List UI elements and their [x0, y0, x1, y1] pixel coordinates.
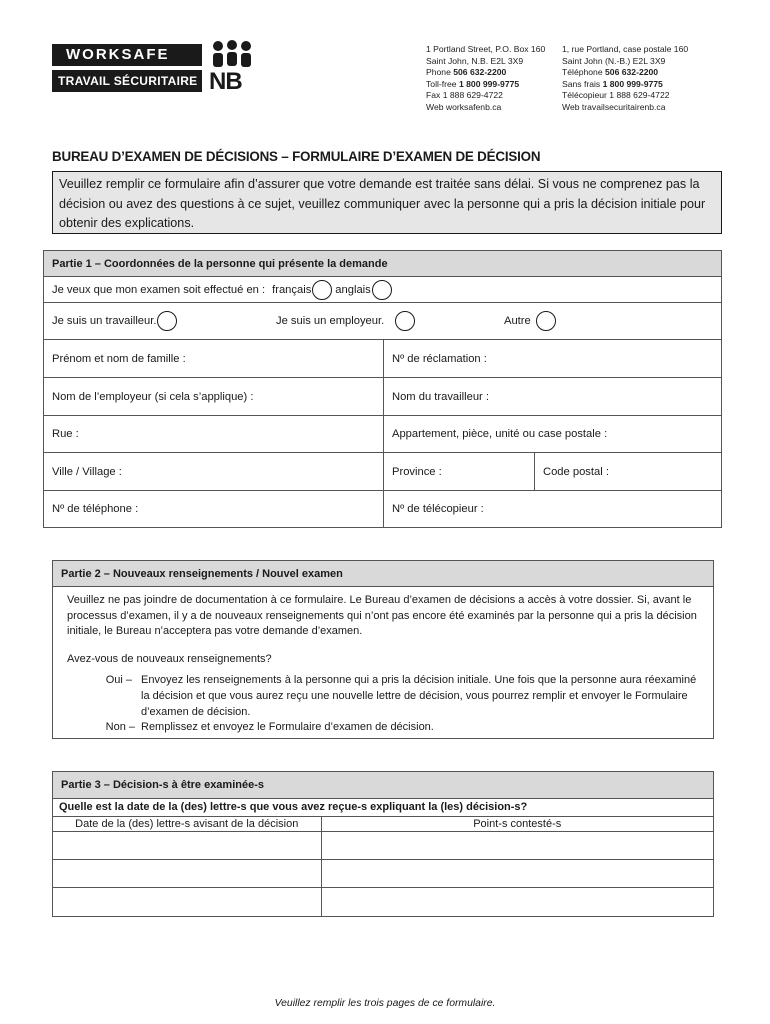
option-non-text: Remplissez et envoyez le Formulaire d’examen de décision. [141, 721, 434, 734]
address-english [426, 44, 545, 114]
part2-question: Avez-vous de nouveaux renseignements? [67, 652, 272, 665]
part1-header: Partie 1 – Coordonnées de la personne qui présente la demande [44, 251, 721, 277]
full-name-field[interactable] [44, 340, 383, 377]
option-non [89, 720, 701, 736]
phone-row [44, 491, 721, 527]
address-en-web: Web worksafenb.ca [426, 101, 502, 112]
role-row [44, 303, 721, 340]
province-field[interactable] [383, 453, 534, 490]
role-employer-radio[interactable] [395, 311, 415, 331]
role-employer-label: Je suis un employeur. [276, 315, 385, 327]
postal-code-field[interactable] [534, 453, 721, 490]
page-title: BUREAU D’EXAMEN DE DÉCISIONS – FORMULAIRE D’EXAMEN DE DÉCISION [52, 149, 541, 164]
claim-number-label: Nº de réclamation : [392, 352, 487, 365]
option-oui [97, 673, 701, 720]
role-other-radio[interactable] [536, 311, 556, 331]
street-field[interactable] [44, 416, 383, 452]
phone-field[interactable] [44, 491, 383, 527]
worksafe-logo [52, 40, 258, 96]
address-en-line2: Saint John, N.B. E2L 3X9 [426, 55, 524, 66]
table-row [53, 888, 713, 916]
street-label: Rue : [52, 428, 79, 440]
address-fr-web: Web travailsecuritairenb.ca [562, 101, 666, 112]
part2-instructions: Veuillez ne pas joindre de documentation à ce formulaire. Le Bureau d’examen de décisions a accès à votre dossier. Si, avant le processus d’examen, il y a de nouveaux renseignements qui n’ont pas encore été examinés par la personne qui a pris la décision initiale, le Bureau n’acceptera pas votre demande d’examen. [67, 594, 697, 638]
decision-date-cell[interactable] [53, 860, 321, 888]
city-label: Ville / Village : [52, 465, 122, 478]
contested-points-column-header: Point-s contesté-s [321, 817, 713, 832]
part3-header: Partie 3 – Décision-s à être examinée-s [53, 772, 713, 799]
lang-fr-label: français [272, 283, 312, 296]
phone-label: Nº de téléphone : [52, 503, 139, 515]
decision-date-cell[interactable] [53, 832, 321, 860]
option-non-label: Non – [105, 721, 135, 734]
city-row [44, 453, 721, 491]
role-worker-radio[interactable] [157, 311, 177, 331]
role-other-label: Autre [504, 315, 531, 327]
name-row [44, 340, 721, 378]
logo-nb-text: NB [209, 68, 242, 95]
street-row [44, 416, 721, 453]
employer-name-label: Nom de l’employeur (si cela s’applique) : [52, 390, 254, 403]
decision-date-cell[interactable] [53, 888, 321, 916]
contested-points-cell[interactable] [321, 832, 713, 860]
part3-section [52, 771, 714, 917]
apartment-field[interactable] [383, 416, 721, 452]
table-row [53, 832, 713, 860]
address-fr-line1: 1, rue Portland, case postale 160 [562, 44, 689, 54]
decision-table [53, 816, 713, 916]
worker-name-field[interactable] [383, 378, 721, 415]
address-french [562, 44, 688, 114]
part2-header: Partie 2 – Nouveaux renseignements / Nouvel examen [53, 561, 713, 587]
address-fr-tollfree: Sans frais 1 800 999-9775 [562, 78, 663, 89]
role-worker-label: Je suis un travailleur. [52, 315, 157, 327]
address-en-phone: Phone 506 632-2200 [426, 67, 507, 78]
employer-row [44, 378, 721, 416]
contested-points-cell[interactable] [321, 888, 713, 916]
address-en-line1: 1 Portland Street, P.O. Box 160 [426, 44, 546, 54]
claim-number-field[interactable] [383, 340, 721, 377]
address-fr-line2: Saint John (N.-B.) E2L 3X9 [562, 55, 666, 66]
language-prompt: Je veux que mon examen soit effectué en : [52, 283, 266, 296]
address-en-fax: Fax 1 888 629-4722 [426, 90, 503, 101]
fax-label: Nº de télécopieur : [392, 503, 484, 515]
lang-fr-radio[interactable] [312, 280, 332, 300]
page-footer: Veuillez remplir les trois pages de ce formulaire. [274, 998, 496, 1009]
option-oui-label: Oui – [105, 674, 132, 687]
part3-question: Quelle est la date de la (des) lettre-s que vous avez reçue-s expliquant la (les) décision-s? [59, 801, 528, 813]
logo-worksafe-text: WORKSAFE [52, 44, 202, 66]
contested-points-cell[interactable] [321, 860, 713, 888]
address-fr-phone: Téléphone 506 632-2200 [562, 67, 659, 78]
decision-date-column-header: Date de la (des) lettre-s avisant de la décision [53, 817, 321, 832]
apartment-label: Appartement, pièce, unité ou case postale : [392, 428, 608, 440]
city-field[interactable] [44, 453, 383, 490]
address-fr-fax: Télécopieur 1 888 629-4722 [562, 90, 670, 101]
table-row [53, 860, 713, 888]
logo-travail-text: TRAVAIL SÉCURITAIRE [52, 70, 202, 92]
language-row [44, 277, 721, 303]
postal-code-label: Code postal : [543, 465, 609, 478]
employer-name-field[interactable] [44, 378, 383, 415]
worker-name-label: Nom du travailleur : [392, 390, 489, 403]
part1-section [43, 250, 722, 528]
fax-field[interactable] [383, 491, 721, 527]
option-oui-text: Envoyez les renseignements à la personne qui a pris la décision initiale. Une fois que la personne aura réexaminé la décision et que vous aurez reçu une nouvelle lettre de décision, vous pourrez remplir et envoyer le Formulaire d’examen de décision. [141, 674, 697, 718]
full-name-label: Prénom et nom de famille : [52, 352, 186, 365]
province-label: Province : [392, 465, 442, 478]
address-en-tollfree: Toll-free 1 800 999-9775 [426, 78, 520, 89]
lang-en-radio[interactable] [372, 280, 392, 300]
lang-en-label: anglais [335, 283, 371, 296]
part2-section [52, 560, 714, 739]
intro-notice: Veuillez remplir ce formulaire afin d’assurer que votre demande est traitée sans délai. Si vous ne comprenez pas la décision ou avez des questions à ce sujet, veuillez communiquer avec la personne qui a pris la décision initiale pour obtenir des explications. [52, 171, 722, 234]
